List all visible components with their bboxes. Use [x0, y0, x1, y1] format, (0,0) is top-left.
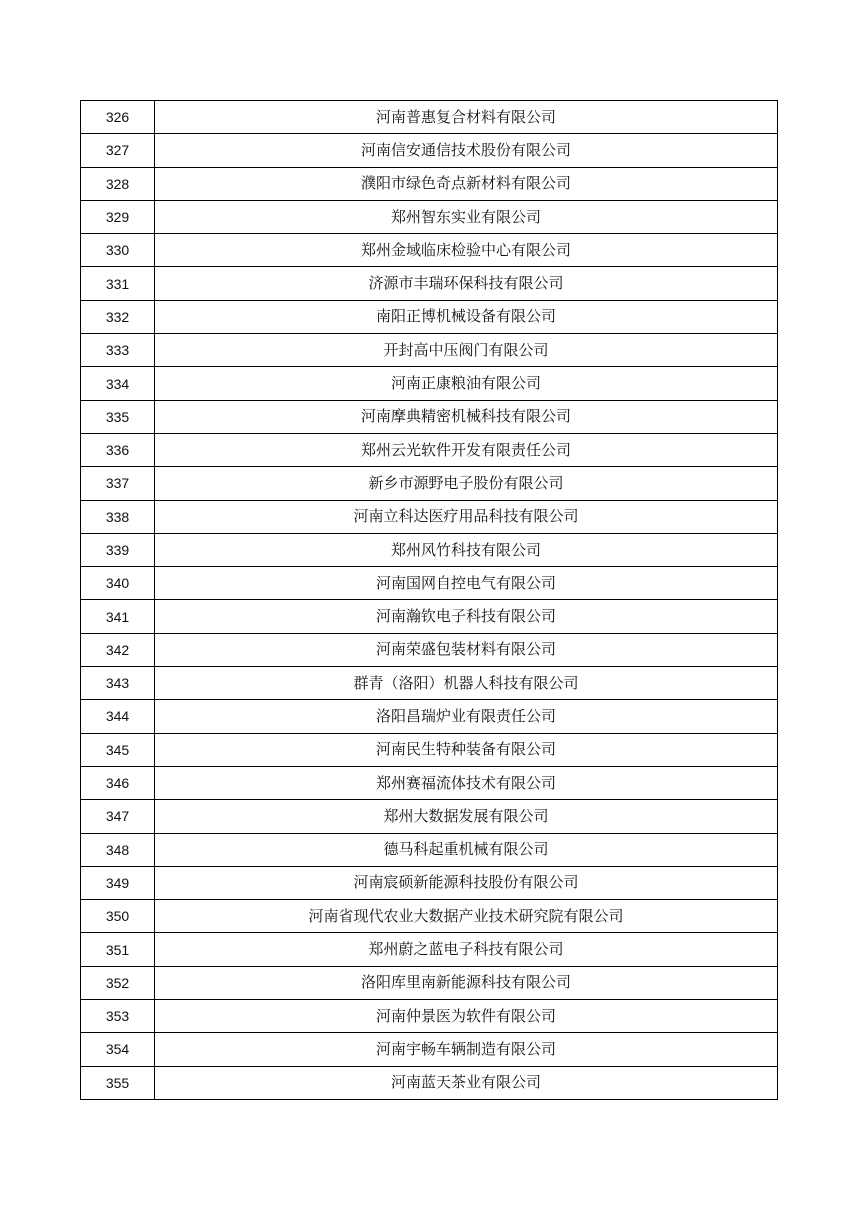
row-number-cell: 342	[81, 633, 155, 666]
table-row	[81, 766, 778, 799]
company-name-cell: 郑州金域临床检验中心有限公司	[155, 234, 778, 267]
table-row	[81, 500, 778, 533]
table-row	[81, 633, 778, 666]
table-row	[81, 467, 778, 500]
table-row	[81, 334, 778, 367]
table-row	[81, 267, 778, 300]
company-name-cell: 河南蓝天茶业有限公司	[155, 1066, 778, 1099]
table-row	[81, 134, 778, 167]
table-row	[81, 1033, 778, 1066]
row-number-cell: 349	[81, 866, 155, 899]
company-name-cell: 河南宇畅车辆制造有限公司	[155, 1033, 778, 1066]
row-number-cell: 334	[81, 367, 155, 400]
company-name-cell: 河南仲景医为软件有限公司	[155, 1000, 778, 1033]
company-name-cell: 河南省现代农业大数据产业技术研究院有限公司	[155, 900, 778, 933]
table-row	[81, 400, 778, 433]
row-number-cell: 335	[81, 400, 155, 433]
row-number-cell: 350	[81, 900, 155, 933]
company-name-cell: 郑州蔚之蓝电子科技有限公司	[155, 933, 778, 966]
company-name-cell: 郑州赛福流体技术有限公司	[155, 766, 778, 799]
row-number-cell: 351	[81, 933, 155, 966]
company-name-cell: 河南国网自控电气有限公司	[155, 567, 778, 600]
table-row	[81, 533, 778, 566]
company-name-cell: 河南正康粮油有限公司	[155, 367, 778, 400]
company-name-cell: 河南瀚钦电子科技有限公司	[155, 600, 778, 633]
row-number-cell: 352	[81, 966, 155, 999]
company-name-cell: 河南荣盛包装材料有限公司	[155, 633, 778, 666]
row-number-cell: 339	[81, 533, 155, 566]
company-name-cell: 南阳正博机械设备有限公司	[155, 300, 778, 333]
row-number-cell: 355	[81, 1066, 155, 1099]
table-row	[81, 966, 778, 999]
company-name-cell: 河南普惠复合材料有限公司	[155, 101, 778, 134]
company-name-cell: 河南民生特种装备有限公司	[155, 733, 778, 766]
company-name-cell: 郑州智东实业有限公司	[155, 200, 778, 233]
company-name-cell: 德马科起重机械有限公司	[155, 833, 778, 866]
table-row	[81, 1000, 778, 1033]
table-row	[81, 866, 778, 899]
row-number-cell: 333	[81, 334, 155, 367]
row-number-cell: 340	[81, 567, 155, 600]
table-row	[81, 700, 778, 733]
company-name-cell: 河南立科达医疗用品科技有限公司	[155, 500, 778, 533]
table-body	[81, 101, 778, 1100]
table-row	[81, 600, 778, 633]
table-row	[81, 933, 778, 966]
company-name-cell: 河南信安通信技术股份有限公司	[155, 134, 778, 167]
table-row	[81, 167, 778, 200]
company-name-cell: 洛阳库里南新能源科技有限公司	[155, 966, 778, 999]
row-number-cell: 344	[81, 700, 155, 733]
row-number-cell: 328	[81, 167, 155, 200]
company-name-cell: 郑州云光软件开发有限责任公司	[155, 433, 778, 466]
row-number-cell: 341	[81, 600, 155, 633]
table-row	[81, 567, 778, 600]
table-row	[81, 234, 778, 267]
row-number-cell: 326	[81, 101, 155, 134]
table-row	[81, 733, 778, 766]
row-number-cell: 337	[81, 467, 155, 500]
row-number-cell: 330	[81, 234, 155, 267]
table-row	[81, 367, 778, 400]
table-row	[81, 300, 778, 333]
company-name-cell: 济源市丰瑞环保科技有限公司	[155, 267, 778, 300]
company-name-cell: 河南宸硕新能源科技股份有限公司	[155, 866, 778, 899]
table-row	[81, 900, 778, 933]
table-row	[81, 433, 778, 466]
company-name-cell: 洛阳昌瑞炉业有限责任公司	[155, 700, 778, 733]
table-row	[81, 833, 778, 866]
table-row	[81, 667, 778, 700]
row-number-cell: 338	[81, 500, 155, 533]
row-number-cell: 347	[81, 800, 155, 833]
row-number-cell: 336	[81, 433, 155, 466]
table-row	[81, 800, 778, 833]
row-number-cell: 354	[81, 1033, 155, 1066]
company-name-cell: 开封高中压阀门有限公司	[155, 334, 778, 367]
company-name-cell: 群青（洛阳）机器人科技有限公司	[155, 667, 778, 700]
row-number-cell: 331	[81, 267, 155, 300]
row-number-cell: 353	[81, 1000, 155, 1033]
company-name-cell: 濮阳市绿色奇点新材料有限公司	[155, 167, 778, 200]
company-list-table	[80, 100, 778, 1100]
company-name-cell: 郑州风竹科技有限公司	[155, 533, 778, 566]
company-name-cell: 新乡市源野电子股份有限公司	[155, 467, 778, 500]
row-number-cell: 343	[81, 667, 155, 700]
company-name-cell: 河南摩典精密机械科技有限公司	[155, 400, 778, 433]
row-number-cell: 348	[81, 833, 155, 866]
row-number-cell: 327	[81, 134, 155, 167]
company-name-cell: 郑州大数据发展有限公司	[155, 800, 778, 833]
table-row	[81, 200, 778, 233]
row-number-cell: 345	[81, 733, 155, 766]
table-row	[81, 101, 778, 134]
row-number-cell: 346	[81, 766, 155, 799]
row-number-cell: 332	[81, 300, 155, 333]
table-row	[81, 1066, 778, 1099]
row-number-cell: 329	[81, 200, 155, 233]
